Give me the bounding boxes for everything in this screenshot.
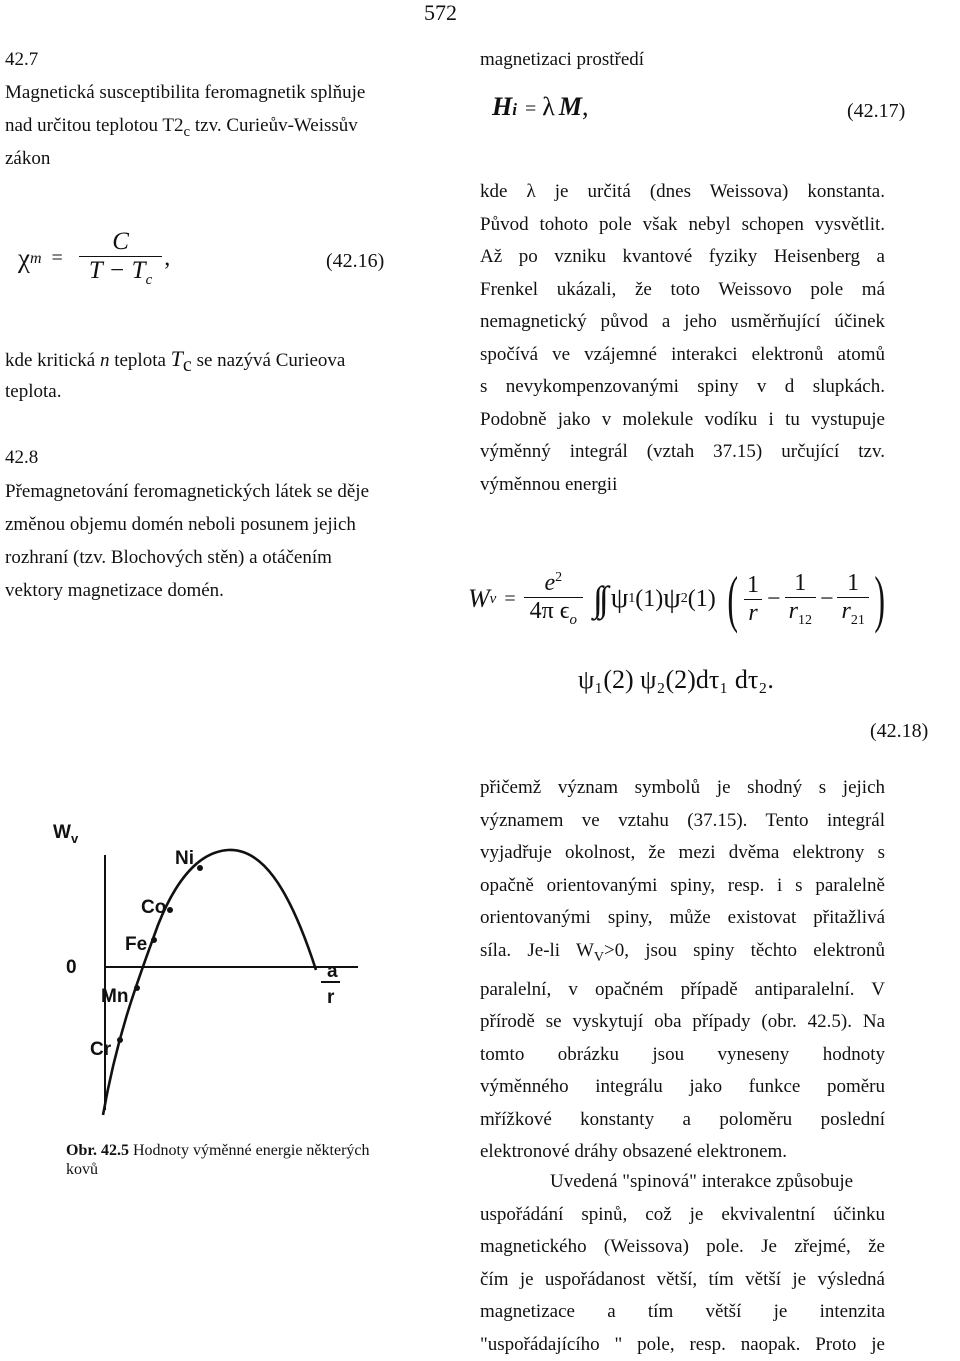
comma: , xyxy=(582,92,589,122)
f3-numerator: 1 xyxy=(843,570,863,597)
f2-denominator xyxy=(785,597,816,629)
section-42-8-number: 42.8 xyxy=(5,442,38,475)
point-label-co: Co xyxy=(141,897,166,918)
f3-subscript: 21 xyxy=(851,612,865,627)
m-symbol: M xyxy=(559,92,582,122)
line-2-subscript: c xyxy=(184,124,191,140)
point-mn xyxy=(134,985,140,991)
den-subscript: c xyxy=(146,272,153,288)
equation-42-16 xyxy=(18,228,170,289)
figure-42-5 xyxy=(40,810,430,1130)
equation-42-17 xyxy=(492,92,588,122)
paragraph-1 xyxy=(480,176,885,501)
denominator-t-minus-tc xyxy=(79,256,162,289)
p2-line: významem ve vztahu (37.15). Tento integrál xyxy=(480,805,885,838)
double-integral: ∫∫ xyxy=(593,578,605,620)
equation-42-17-tag: (42.17) xyxy=(847,100,905,123)
epsilon-subscript: o xyxy=(569,611,577,627)
line-2-rest: tzv. Curieův-Weissův xyxy=(190,115,358,136)
p1-line: Až po vzniku kvantové fyziky Heisenberg a xyxy=(480,241,885,274)
w-symbol: W xyxy=(468,584,490,614)
equation-42-16-tag: (42.16) xyxy=(326,250,384,273)
p3-line: magnetizace a tím větší je intenzita xyxy=(480,1296,885,1329)
f3-r: r xyxy=(841,598,850,624)
p2-line: přičemž význam symbolů je shodný s jejich xyxy=(480,772,885,805)
y-axis-label: $W_v$ xyxy=(53,822,79,846)
right-paren: ) xyxy=(874,562,885,636)
equation-42-18-tag: (42.18) xyxy=(870,720,928,743)
den-text: T − T xyxy=(89,257,146,284)
chi-symbol: χ xyxy=(18,243,30,274)
right-top-line: magnetizaci prostředí xyxy=(480,44,644,77)
crit-n: n xyxy=(100,350,110,371)
h-subscript: i xyxy=(512,100,517,120)
psi-1-argument: (1) xyxy=(635,586,663,613)
chi-subscript: m xyxy=(30,250,42,268)
x-axis-label-a: a xyxy=(327,961,338,982)
p2-w-text: síla. Je-li W xyxy=(480,940,594,961)
f2-numerator: 1 xyxy=(790,570,810,597)
f1-denominator: r xyxy=(744,599,761,627)
equals-sign: = xyxy=(52,247,63,270)
p3-line: uspořádání spinů, což je ekvivalentní účinku xyxy=(480,1199,885,1232)
point-label-fe: Fe xyxy=(125,934,147,955)
numerator-c: C xyxy=(108,228,133,256)
p1-line: Frenkel ukázali, že toto Weissovo pole má xyxy=(480,274,885,307)
p2-line: opačně orientovanými spiny, resp. i s paralelně xyxy=(480,870,885,903)
p2-line: orientovanými spiny, může existovat přitažlivá xyxy=(480,902,885,935)
x-axis-label-r: r xyxy=(327,987,335,1008)
line-2-text: nad určitou teplotou T2 xyxy=(5,115,184,136)
f3-denominator xyxy=(837,597,868,629)
psi-1-subscript: 1 xyxy=(628,591,635,607)
p2-line: vyjadřuje okolnost, že mezi dvěma elektrony s xyxy=(480,837,885,870)
zero-label: 0 xyxy=(66,957,77,978)
p3-line: Uvedená "spinová" interakce způsobuje xyxy=(480,1166,885,1199)
prefactor-numerator xyxy=(540,570,566,597)
p2-line: elektronové dráhy obsazené elektronem. xyxy=(480,1136,885,1169)
paragraph-2 xyxy=(480,772,885,1169)
section-42-7-number: 42.7 xyxy=(5,44,38,77)
f2-r: r xyxy=(789,598,798,624)
figure-caption-line-2: kovů xyxy=(66,1161,98,1179)
f2-subscript: 12 xyxy=(798,612,812,627)
p3-line: magnetického (Weissova) pole. Je zřejmé, že xyxy=(480,1231,885,1264)
crit-t: T xyxy=(171,346,183,371)
minus-1: − xyxy=(767,586,781,613)
p2-w-rest: >0, jsou spiny těchto elektronů xyxy=(604,940,885,961)
equals-sign: = xyxy=(504,588,515,611)
crit-c: se nazývá Curieova xyxy=(192,350,346,371)
p2-line-w xyxy=(480,935,885,974)
w-subscript: v xyxy=(490,591,497,608)
point-cr xyxy=(117,1037,123,1043)
exchange-energy-curve xyxy=(103,850,316,1115)
p2-w-subscript: V xyxy=(594,949,604,964)
p2-line: tomto obrázku jsou vyneseny hodnoty xyxy=(480,1039,885,1072)
point-label-mn: Mn xyxy=(101,986,128,1007)
section-42-7-line-3: zákon xyxy=(5,143,50,176)
denominator-text: 4π ϵ xyxy=(530,598,570,624)
fraction-c-over-t xyxy=(79,228,162,289)
p1-line: kde λ je určitá (dnes Weissova) konstanta. xyxy=(480,176,885,209)
p2-line: přírodě se vyskytují oba případy (obr. 42.5). Na xyxy=(480,1006,885,1039)
caption-label: Obr. 42.5 xyxy=(66,1142,129,1159)
p1-line: nemagnetický původ a jeho usměrňující účinek xyxy=(480,306,885,339)
point-ni xyxy=(197,865,203,871)
caption-text: Hodnoty výměnné energie některých xyxy=(129,1142,370,1159)
psi-1: ψ xyxy=(611,583,629,615)
section-42-8-line-2: změnou objemu domén neboli posunem jejich xyxy=(5,509,356,542)
fraction-1-over-r12 xyxy=(785,570,816,629)
fraction-1-over-r21 xyxy=(837,570,868,629)
h-symbol: H xyxy=(492,92,512,122)
p3-line: "uspořádajícího " pole, resp. naopak. Proto je xyxy=(480,1329,885,1361)
left-paren: ( xyxy=(727,562,738,636)
p2-line: mřížkové konstanty a poloměru poslední xyxy=(480,1104,885,1137)
p1-line: spočívá ve vzájemné interakci elektronů atomů xyxy=(480,339,885,372)
point-label-cr: Cr xyxy=(90,1039,112,1060)
p1-line: Podobně jako v molekule vodíku i tu vystupuje xyxy=(480,404,885,437)
equals-sign: = xyxy=(525,98,536,121)
section-42-8-line-1: Přemagnetování feromagnetických látek se děje xyxy=(5,476,369,509)
p2-line: paralelní, v opačném případě antiparalelní. V xyxy=(480,974,885,1007)
point-label-ni: Ni xyxy=(175,848,194,869)
equation-42-18-line-2: ψ₁(2) ψ₂(2)dτ₁ dτ₂. xyxy=(578,665,774,695)
crit-b: teplota xyxy=(109,350,170,371)
psi-2-argument: (1) xyxy=(688,586,716,613)
p1-line: Původ tohoto pole však nebyl schopen vysvětlit. xyxy=(480,209,885,242)
p1-line: výměnný integrál (vztah 37.15) určující tzv. xyxy=(480,436,885,469)
crit-t-sub: c xyxy=(183,354,192,376)
section-42-8-line-3: rozhraní (tzv. Blochových stěn) a otáčením xyxy=(5,542,332,575)
lambda-symbol: λ xyxy=(542,92,555,122)
crit-a: kde kritická xyxy=(5,350,100,371)
e-symbol: e xyxy=(544,570,555,596)
figure-caption xyxy=(66,1140,370,1161)
section-42-8-line-4: vektory magnetizace domén. xyxy=(5,575,224,608)
psi-2-subscript: 2 xyxy=(681,591,688,607)
psi-2: ψ xyxy=(663,583,681,615)
p2-line: výměnného integrálu jako funkce poměru xyxy=(480,1071,885,1104)
e-exponent: 2 xyxy=(555,570,562,585)
fraction-1-over-r xyxy=(743,572,763,627)
critical-line-2: teplota. xyxy=(5,376,61,409)
prefactor-denominator xyxy=(524,597,583,629)
point-co xyxy=(167,907,173,913)
point-fe xyxy=(151,937,157,943)
equation-42-18 xyxy=(468,562,890,636)
p1-line: výměnnou energii xyxy=(480,469,885,502)
minus-2: − xyxy=(820,586,834,613)
section-42-7-line-1: Magnetická susceptibilita feromagnetik splňuje xyxy=(5,77,365,110)
f1-numerator: 1 xyxy=(743,572,763,599)
paragraph-3 xyxy=(480,1166,885,1361)
page-number: 572 xyxy=(424,0,457,26)
section-42-7-line-2 xyxy=(5,110,358,148)
comma: , xyxy=(164,245,170,272)
p3-line: čím je uspořádanost větší, tím větší je výsledná xyxy=(480,1264,885,1297)
p1-line: s nevykompenzovanými spiny v d slupkách. xyxy=(480,371,885,404)
prefactor-fraction xyxy=(524,570,583,629)
